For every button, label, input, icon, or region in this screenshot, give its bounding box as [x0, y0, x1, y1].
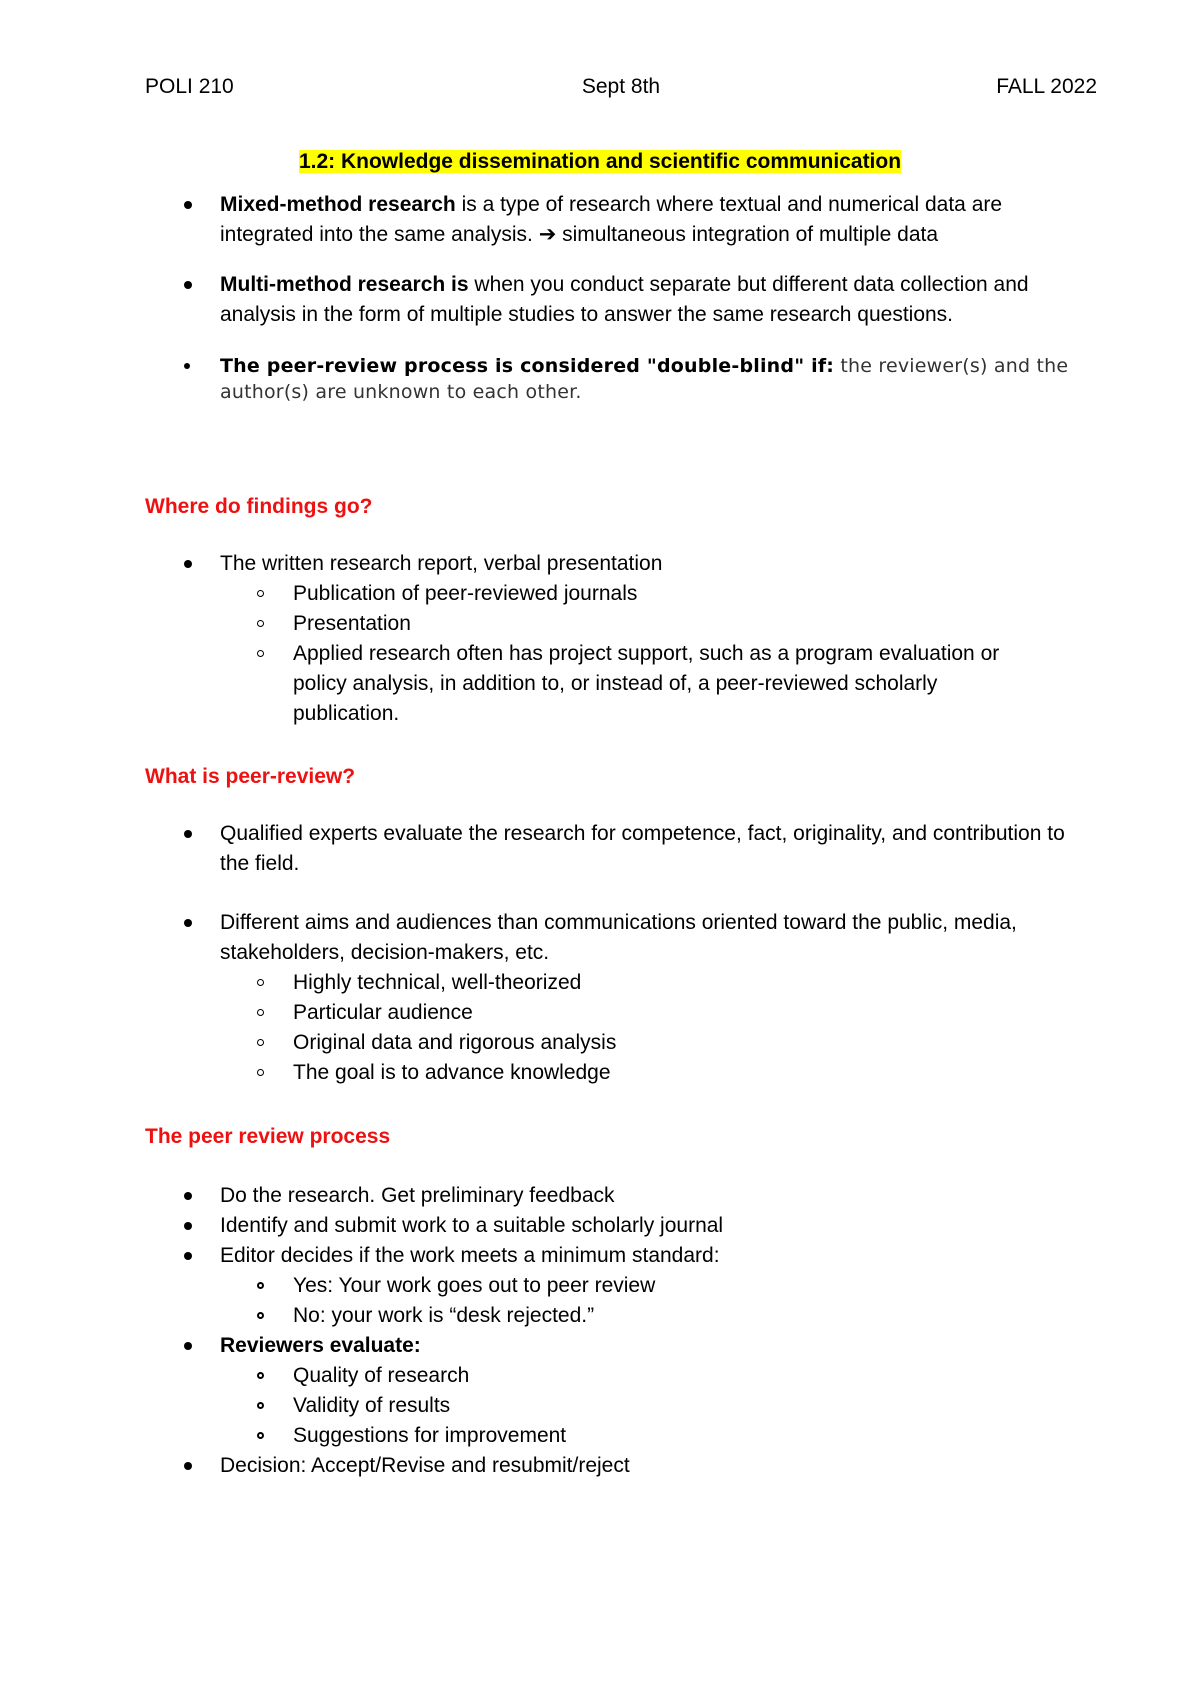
bullet-icon [184, 281, 192, 289]
sub-item-text: Applied research often has project support, such as a program evaluation or policy analysis, in addition to, or instead of, a peer-reviewed scholarly publication. [293, 642, 1000, 725]
sub-list-item [145, 1028, 1097, 1058]
sub-list-item [145, 998, 1097, 1028]
process-list [145, 1181, 1097, 1481]
list-item [145, 270, 1097, 330]
bullet-icon [184, 1252, 192, 1260]
list-item-text: Do the research. Get preliminary feedback [220, 1184, 615, 1207]
intro-list-3 [145, 353, 1097, 405]
sub-list-item [145, 1058, 1097, 1088]
list-item [145, 353, 1097, 405]
circle-bullet-icon [257, 1402, 264, 1409]
list-item [145, 1331, 1097, 1361]
sub-list-item [145, 1361, 1097, 1391]
intro-list-2 [145, 270, 1097, 330]
heading-review-process: The peer review process [145, 1125, 391, 1148]
list-item-text: Reviewers evaluate: [220, 1334, 421, 1357]
bullet-icon [184, 363, 190, 369]
list-item [145, 190, 1097, 250]
document-title [0, 147, 1200, 177]
sub-item-text: Original data and rigorous analysis [293, 1031, 617, 1054]
term-multi-method: Multi-method research is [220, 273, 469, 296]
sub-list-item [145, 968, 1097, 998]
bullet-icon [184, 830, 192, 838]
circle-bullet-icon [257, 1069, 264, 1076]
circle-bullet-icon [257, 620, 264, 627]
header-term: FALL 2022 [996, 75, 1097, 98]
list-item [145, 1211, 1097, 1241]
sub-list-item [145, 639, 1097, 729]
list-item-text: Qualified experts evaluate the research for competence, fact, originality, and contribution to the field. [220, 822, 1065, 875]
definition-mixed: is a type of research where textual and numerical data are integrated into the same analysis. [220, 193, 1003, 246]
circle-bullet-icon [257, 1312, 264, 1319]
bullet-icon [184, 1342, 192, 1350]
sub-list-item [145, 1391, 1097, 1421]
sub-list-item [145, 1301, 1097, 1331]
sub-list-item [145, 609, 1097, 639]
bullet-icon [184, 1192, 192, 1200]
peer-list-1 [145, 819, 1097, 879]
list-item [145, 549, 1097, 579]
term-double-blind: The peer-review process is considered "double-blind" if: [220, 355, 835, 377]
header-course: POLI 210 [145, 75, 234, 98]
bullet-icon [184, 1222, 192, 1230]
sub-item-text: The goal is to advance knowledge [293, 1061, 611, 1084]
intro-list [145, 190, 1097, 250]
sub-item-text: Highly technical, well-theorized [293, 971, 582, 994]
circle-bullet-icon [257, 590, 264, 597]
bullet-icon [184, 201, 192, 209]
heading-findings: Where do findings go? [145, 495, 373, 518]
sub-list-item [145, 1421, 1097, 1451]
bullet-icon [184, 1462, 192, 1470]
bullet-icon [184, 919, 192, 927]
definition-double-blind: the reviewer(s) and the author(s) are unknown to each other. [220, 355, 1069, 403]
circle-bullet-icon [257, 650, 264, 657]
list-item-text: Different aims and audiences than communications oriented toward the public, media, stakeholders, decision-makers, etc. [220, 911, 1017, 964]
sub-item-text: Suggestions for improvement [293, 1424, 567, 1447]
findings-bullet-text: The written research report, verbal presentation [220, 552, 663, 575]
list-item-text: Decision: Accept/Revise and resubmit/reject [220, 1454, 630, 1477]
findings-list [145, 549, 1097, 729]
circle-bullet-icon [257, 1039, 264, 1046]
bullet-icon [184, 560, 192, 568]
sub-item-text: Validity of results [293, 1394, 451, 1417]
list-item [145, 1241, 1097, 1271]
sub-item-text: Particular audience [293, 1001, 473, 1024]
list-item [145, 1451, 1097, 1481]
arrow-icon: ➔ [538, 223, 557, 246]
circle-bullet-icon [257, 1282, 264, 1289]
definition-multi: when you conduct separate but different data collection and analysis in the form of multiple studies to answer the same research questions. [220, 273, 1029, 326]
header-date: Sept 8th [581, 75, 661, 98]
sub-list-item [145, 1271, 1097, 1301]
circle-bullet-icon [257, 1372, 264, 1379]
circle-bullet-icon [257, 1432, 264, 1439]
sub-item-text: Publication of peer-reviewed journals [293, 582, 638, 605]
sub-item-text: Presentation [293, 612, 411, 635]
list-item [145, 1181, 1097, 1211]
circle-bullet-icon [257, 979, 264, 986]
sub-list-item [145, 579, 1097, 609]
circle-bullet-icon [257, 1009, 264, 1016]
list-item [145, 819, 1097, 879]
title-highlight: 1.2: Knowledge dissemination and scientific communication [298, 150, 902, 173]
peer-list-2 [145, 908, 1097, 1088]
sub-item-text: Yes: Your work goes out to peer review [293, 1274, 656, 1297]
list-item [145, 908, 1097, 968]
heading-peer-review: What is peer-review? [145, 765, 356, 788]
term-mixed-method: Mixed-method research [220, 193, 456, 216]
sub-item-text: Quality of research [293, 1364, 470, 1387]
sub-item-text: No: your work is “desk rejected.” [293, 1304, 595, 1327]
page-header [145, 72, 1097, 102]
list-item-text: Identify and submit work to a suitable scholarly journal [220, 1214, 724, 1237]
list-item-text: Editor decides if the work meets a minimum standard: [220, 1244, 720, 1267]
definition-mixed-tail: simultaneous integration of multiple data [556, 223, 939, 246]
